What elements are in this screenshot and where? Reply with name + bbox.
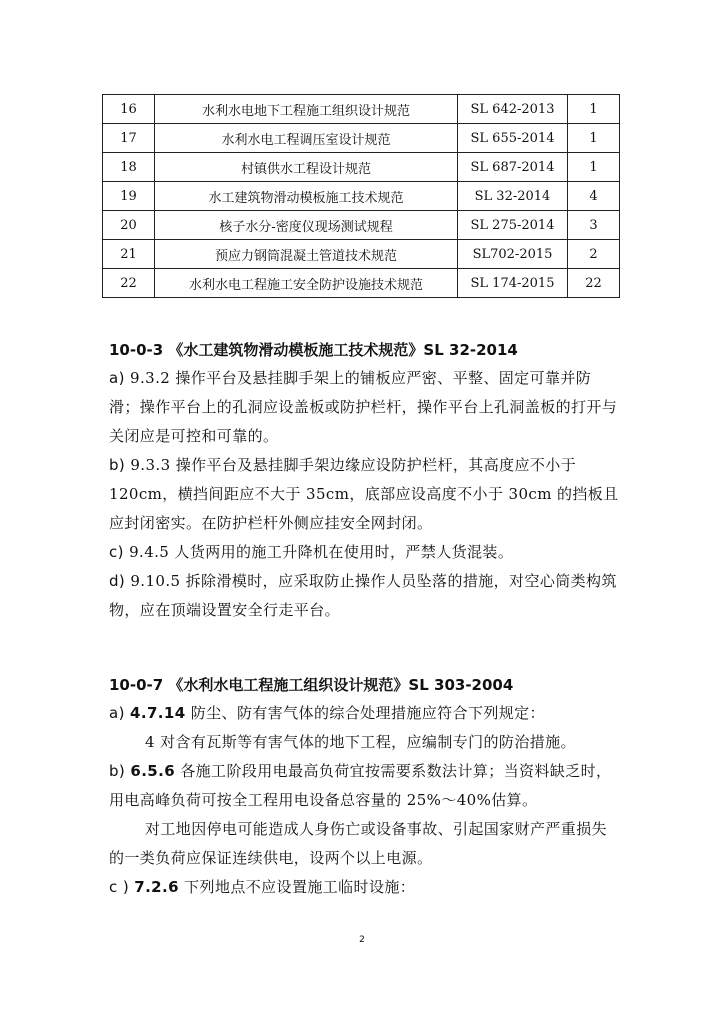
standard-code: SL 642-2013	[458, 95, 568, 124]
clause-item	[109, 567, 621, 625]
standard-name: 水工建筑物滑动模板施工技术规范	[155, 182, 458, 211]
clause-item	[109, 873, 621, 902]
row-number: 19	[103, 182, 155, 211]
row-number: 17	[103, 124, 155, 153]
clause-count: 2	[568, 240, 620, 269]
sub-item-text: 对工地因停电可能造成人身伤亡或设备事故、引起国家财产严重损失的一类负荷应保证连续供电，设两个以上电源。	[109, 820, 608, 867]
table-row	[103, 269, 620, 298]
item-text: 9.3.3 操作平台及悬挂脚手架边缘应设防护栏杆，其高度应不小于 120cm，横挡间距应不大于 35cm，底部应设高度不小于 30cm 的挡板且应封闭密实。在防护栏杆外侧应挂安全网封闭。	[109, 456, 619, 532]
item-label: c)	[109, 543, 124, 561]
item-text: 下列地点不应设置施工临时设施：	[184, 878, 416, 896]
table-row	[103, 211, 620, 240]
item-label: d)	[109, 572, 126, 590]
section-title: 10-0-7 《水利水电工程施工组织设计规范》SL 303-2004	[109, 676, 514, 694]
row-number: 22	[103, 269, 155, 298]
item-label: a)	[109, 704, 125, 722]
standard-code: SL 275-2014	[458, 211, 568, 240]
standard-name: 水利水电工程施工安全防护设施技术规范	[155, 269, 458, 298]
table-row	[103, 153, 620, 182]
item-label: a)	[109, 369, 125, 387]
standard-name: 水利水电工程调压室设计规范	[155, 124, 458, 153]
standard-code: SL 174-2015	[458, 269, 568, 298]
clause-item	[109, 699, 621, 728]
item-label: b)	[109, 762, 126, 780]
standard-code: SL 687-2014	[458, 153, 568, 182]
item-text: 9.3.2 操作平台及悬挂脚手架上的铺板应严密、平整、固定可靠并防滑；操作平台上的孔洞应设盖板或防护栏杆，操作平台上孔洞盖板的打开与关闭应是可控和可靠的。	[109, 369, 618, 445]
clause-number: 7.2.6	[134, 878, 179, 896]
standard-code: SL702-2015	[458, 240, 568, 269]
table-row	[103, 95, 620, 124]
page-number: 2	[359, 935, 365, 945]
standard-code: SL 655-2014	[458, 124, 568, 153]
clause-count: 4	[568, 182, 620, 211]
item-text: 9.10.5 拆除滑模时，应采取防止操作人员坠落的措施，对空心筒类构筑物，应在顶端设置安全行走平台。	[109, 572, 617, 619]
standard-name: 水利水电地下工程施工组织设计规范	[155, 95, 458, 124]
item-text: 各施工阶段用电最高负荷宜按需要系数法计算；当资料缺乏时，用电高峰负荷可按全工程用电设备总容量的 25%～40%估算。	[109, 762, 612, 809]
table-row	[103, 240, 620, 269]
clause-count: 1	[568, 153, 620, 182]
clause-number: 4.7.14	[130, 704, 186, 722]
standard-name: 预应力钢筒混凝土管道技术规范	[155, 240, 458, 269]
item-text: 9.4.5 人货两用的施工升降机在使用时，严禁人货混装。	[129, 543, 514, 561]
row-number: 18	[103, 153, 155, 182]
clause-item	[109, 451, 621, 538]
standards-table	[102, 94, 620, 298]
item-text: 防尘、防有害气体的综合处理措施应符合下列规定：	[190, 704, 545, 722]
item-label: c )	[109, 878, 130, 896]
clause-item	[109, 538, 621, 567]
sub-item-text: 4 对含有瓦斯等有害气体的地下工程，应编制专门的防治措施。	[145, 733, 576, 751]
section-construction-design	[109, 671, 621, 902]
standard-name: 村镇供水工程设计规范	[155, 153, 458, 182]
clause-number: 6.5.6	[130, 762, 176, 780]
table-row	[103, 124, 620, 153]
row-number: 20	[103, 211, 155, 240]
clause-count: 3	[568, 211, 620, 240]
section-title: 10-0-3 《水工建筑物滑动模板施工技术规范》SL 32-2014	[109, 341, 518, 359]
row-number: 16	[103, 95, 155, 124]
table-row	[103, 182, 620, 211]
standard-code: SL 32-2014	[458, 182, 568, 211]
clause-count: 1	[568, 95, 620, 124]
clause-item	[109, 757, 621, 815]
clause-item	[109, 364, 621, 451]
standard-name: 核子水分-密度仪现场测试规程	[155, 211, 458, 240]
item-label: b)	[109, 456, 126, 474]
row-number: 21	[103, 240, 155, 269]
clause-count: 22	[568, 269, 620, 298]
section-slipform	[109, 336, 621, 625]
clause-count: 1	[568, 124, 620, 153]
